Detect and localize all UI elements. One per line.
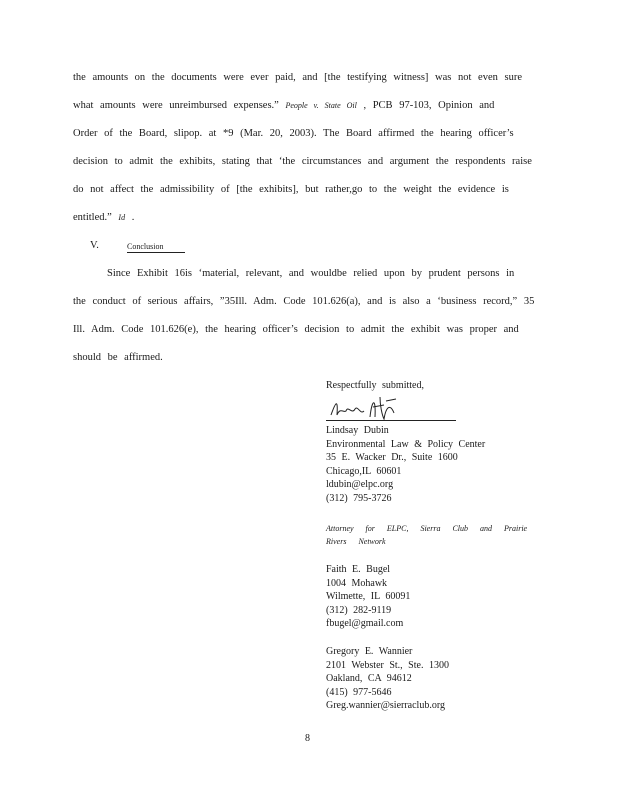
counsel-1-city: Chicago,IL 60601	[326, 465, 402, 477]
body-line-6-post: .	[125, 212, 135, 223]
body-line-2-post: , PCB 97-103, Opinion and	[356, 100, 495, 111]
conclusion-line-3: Ill. Adm. Code 101.626(e), the hearing officer’s decision to admit the exhibit was proper and	[73, 324, 519, 335]
body-line-1-text: the amounts on the documents were ever paid, and [the testifying witness] was not even sure	[73, 72, 522, 83]
attorney-for-note: Attorney for ELPC, Sierra Club and Prairie Rivers Network	[326, 524, 528, 546]
counsel-1-name: Lindsay Dubin	[326, 425, 389, 436]
counsel-3-street: 2101 Webster St., Ste. 1300	[326, 659, 449, 671]
body-line-4-text: decision to admit the exhibits, stating that ‘the circumstances and argument the respondents raise	[73, 156, 532, 167]
page-number: 8	[305, 733, 310, 744]
conclusion-line-1: Since Exhibit 16is ‘material, relevant, and wouldbe relied upon by prudent persons in	[107, 268, 515, 279]
body-line-5-text: do not affect the admissibility of [the exhibits], but rather,go to the weight the evidence is	[73, 184, 509, 195]
body-line-3	[73, 128, 514, 139]
counsel-1-street: 35 E. Wacker Dr., Suite 1600	[326, 452, 458, 463]
closing-text: Respectfully submitted,	[326, 380, 424, 391]
counsel-2-email: fbugel@gmail.com	[326, 618, 404, 629]
counsel-2-phone: (312) 282-9119	[326, 604, 392, 616]
conclusion-line-2: the conduct of serious affairs, ”35Ill. Adm. Code 101.626(a), and is also a ‘business record,” 35	[73, 296, 535, 307]
body-line-3-text: Order of the Board, slipop. at *9 (Mar. 20, 2003). The Board affirmed the hearing officer’s	[73, 128, 514, 139]
counsel-3-name: Gregory E. Wannier	[326, 646, 413, 657]
counsel-3-phone: (415) 977-5646	[326, 686, 392, 698]
body-line-6	[73, 212, 134, 223]
counsel-2-block	[326, 563, 410, 631]
counsel-1-block	[326, 424, 485, 505]
conclusion-line-4: should be affirmed.	[73, 352, 163, 363]
body-line-2	[73, 100, 494, 111]
body-line-2-text: what amounts were unreimbursed expenses.”	[73, 100, 286, 111]
case-citation: People v. State Oil	[285, 101, 357, 110]
counsel-2-city: Wilmette, IL 60091	[326, 591, 411, 602]
counsel-1-email: ldubin@elpc.org	[326, 479, 394, 490]
counsel-2-street: 1004 Mohawk	[326, 577, 388, 589]
counsel-3-city: Oakland, CA 94612	[326, 673, 412, 684]
counsel-3-email: Greg.wannier@sierraclub.org	[326, 700, 445, 711]
counsel-2-name: Faith E. Bugel	[326, 564, 391, 575]
section-title: Conclusion	[127, 242, 185, 253]
body-line-6-text: entitled.”	[73, 212, 119, 223]
body-line-5	[73, 184, 509, 195]
signature-line	[326, 420, 456, 421]
counsel-3-block	[326, 645, 449, 713]
counsel-1-phone: (312) 795-3726	[326, 492, 392, 504]
id-citation: Id	[118, 213, 126, 222]
body-line-1	[73, 72, 522, 83]
counsel-1-org: Environmental Law & Policy Center	[326, 438, 486, 450]
handwritten-signature	[328, 393, 408, 428]
body-line-4	[73, 156, 532, 167]
section-number: V.	[90, 240, 99, 251]
